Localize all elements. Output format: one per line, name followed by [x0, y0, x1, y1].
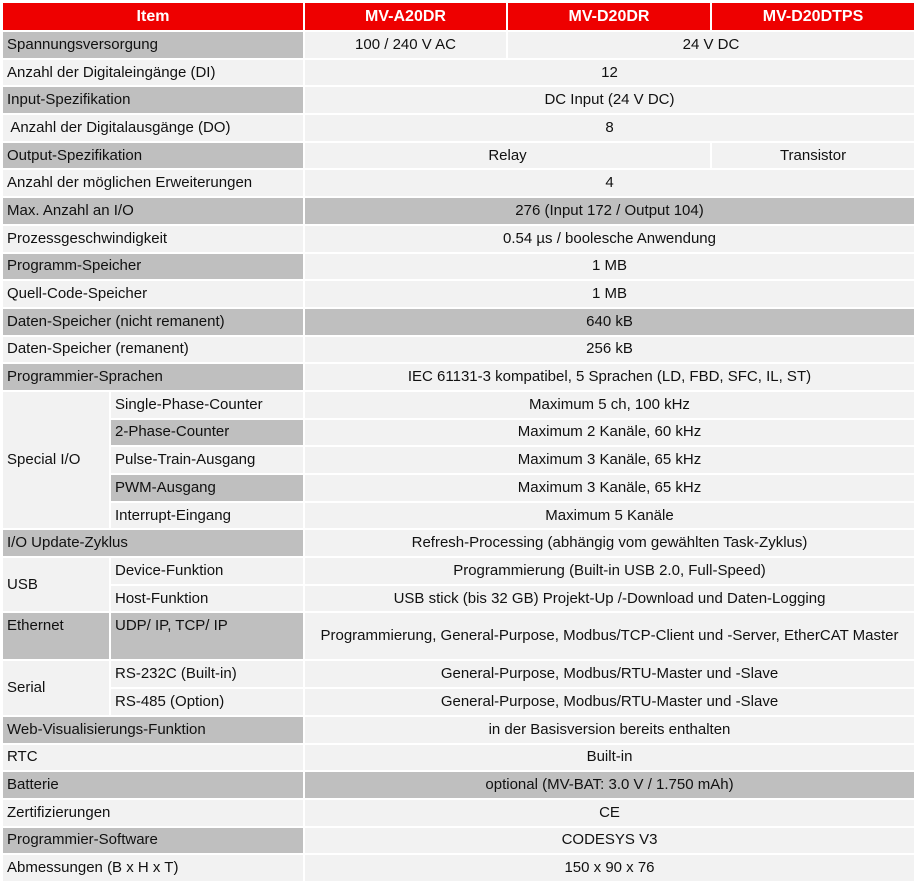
row-special-io-1 — [2, 391, 915, 419]
header-model-1: MV-A20DR — [304, 2, 507, 31]
row-output-spec — [2, 142, 915, 170]
row-label: Prozessgeschwindigkeit — [2, 225, 304, 253]
row-special-io-3 — [2, 446, 915, 474]
row-value: 150 x 90 x 76 — [304, 854, 915, 882]
row-value: 0.54 µs / boolesche Anwendung — [304, 225, 915, 253]
row-label: Output-Spezifikation — [2, 142, 304, 170]
row-program-memory — [2, 253, 915, 281]
row-languages — [2, 363, 915, 391]
row-sublabel: Device-Funktion — [110, 557, 304, 585]
row-sublabel: Interrupt-Eingang — [110, 502, 304, 530]
row-value: 1 MB — [304, 280, 915, 308]
header-model-3: MV-D20DTPS — [711, 2, 915, 31]
row-label: Anzahl der möglichen Erweiterungen — [2, 169, 304, 197]
row-value: Refresh-Processing (abhängig vom gewählten Task-Zyklus) — [304, 529, 915, 557]
spec-table — [1, 1, 915, 883]
row-sublabel: RS-232C (Built-in) — [110, 660, 304, 688]
row-label: Spannungsversorgung — [2, 31, 304, 59]
row-value: Programmierung, General-Purpose, Modbus/TCP-Client und -Server, EtherCAT Master — [304, 612, 915, 660]
row-value: USB stick (bis 32 GB) Projekt-Up /-Download und Daten-Logging — [304, 585, 915, 613]
row-data-nonretain — [2, 308, 915, 336]
row-label: Anzahl der Digitalausgänge (DO) — [2, 114, 304, 142]
row-value: Maximum 5 ch, 100 kHz — [304, 391, 915, 419]
row-value: 12 — [304, 59, 915, 87]
row-value: Transistor — [711, 142, 915, 170]
row-sublabel: PWM-Ausgang — [110, 474, 304, 502]
row-special-io-5 — [2, 502, 915, 530]
serial-label: Serial — [2, 660, 110, 715]
row-value: 1 MB — [304, 253, 915, 281]
row-value: in der Basisversion bereits enthalten — [304, 716, 915, 744]
row-label: Abmessungen (B x H x T) — [2, 854, 304, 882]
special-io-label: Special I/O — [2, 391, 110, 529]
row-max-io — [2, 197, 915, 225]
row-process-speed — [2, 225, 915, 253]
row-value: 8 — [304, 114, 915, 142]
row-value: Built-in — [304, 744, 915, 772]
row-do-count — [2, 114, 915, 142]
row-usb-2 — [2, 585, 915, 613]
row-value: 24 V DC — [507, 31, 915, 59]
row-source-memory — [2, 280, 915, 308]
row-usb-1 — [2, 557, 915, 585]
row-label: Programm-Speicher — [2, 253, 304, 281]
row-sublabel: Single-Phase-Counter — [110, 391, 304, 419]
row-value: 4 — [304, 169, 915, 197]
row-label: Daten-Speicher (nicht remanent) — [2, 308, 304, 336]
row-label: Max. Anzahl an I/O — [2, 197, 304, 225]
row-label: Web-Visualisierungs-Funktion — [2, 716, 304, 744]
row-value: Relay — [304, 142, 711, 170]
row-value: Maximum 5 Kanäle — [304, 502, 915, 530]
row-certs — [2, 799, 915, 827]
row-value: 276 (Input 172 / Output 104) — [304, 197, 915, 225]
row-label: Programmier-Software — [2, 827, 304, 855]
ethernet-label: Ethernet — [2, 612, 110, 660]
row-expansions — [2, 169, 915, 197]
row-label: RTC — [2, 744, 304, 772]
row-label: Quell-Code-Speicher — [2, 280, 304, 308]
row-sublabel: 2-Phase-Counter — [110, 419, 304, 447]
row-label: I/O Update-Zyklus — [2, 529, 304, 557]
row-value: General-Purpose, Modbus/RTU-Master und -Slave — [304, 660, 915, 688]
row-label: Zertifizierungen — [2, 799, 304, 827]
row-label: Programmier-Sprachen — [2, 363, 304, 391]
row-rtc — [2, 744, 915, 772]
row-dimensions — [2, 854, 915, 882]
row-data-retain — [2, 336, 915, 364]
row-di-count — [2, 59, 915, 87]
row-value: Maximum 3 Kanäle, 65 kHz — [304, 446, 915, 474]
row-sublabel: Pulse-Train-Ausgang — [110, 446, 304, 474]
row-label: Batterie — [2, 771, 304, 799]
row-special-io-2 — [2, 419, 915, 447]
row-value: CE — [304, 799, 915, 827]
row-value: 256 kB — [304, 336, 915, 364]
row-label: Anzahl der Digitaleingänge (DI) — [2, 59, 304, 87]
row-value: CODESYS V3 — [304, 827, 915, 855]
row-battery — [2, 771, 915, 799]
row-value: Maximum 2 Kanäle, 60 kHz — [304, 419, 915, 447]
row-io-update — [2, 529, 915, 557]
row-value: IEC 61131-3 kompatibel, 5 Sprachen (LD, FBD, SFC, IL, ST) — [304, 363, 915, 391]
header-row — [2, 2, 915, 31]
row-sublabel: RS-485 (Option) — [110, 688, 304, 716]
row-value: optional (MV-BAT: 3.0 V / 1.750 mAh) — [304, 771, 915, 799]
row-value: 640 kB — [304, 308, 915, 336]
row-value: 100 / 240 V AC — [304, 31, 507, 59]
header-model-2: MV-D20DR — [507, 2, 711, 31]
row-value: General-Purpose, Modbus/RTU-Master und -Slave — [304, 688, 915, 716]
usb-label: USB — [2, 557, 110, 612]
row-value: DC Input (24 V DC) — [304, 86, 915, 114]
row-input-spec — [2, 86, 915, 114]
header-item: Item — [2, 2, 304, 31]
row-sublabel: UDP/ IP, TCP/ IP — [110, 612, 304, 660]
row-special-io-4 — [2, 474, 915, 502]
row-web-visu — [2, 716, 915, 744]
row-sublabel: Host-Funktion — [110, 585, 304, 613]
row-label: Input-Spezifikation — [2, 86, 304, 114]
row-software — [2, 827, 915, 855]
row-serial-1 — [2, 660, 915, 688]
row-value: Programmierung (Built-in USB 2.0, Full-Speed) — [304, 557, 915, 585]
row-power — [2, 31, 915, 59]
row-label: Daten-Speicher (remanent) — [2, 336, 304, 364]
row-serial-2 — [2, 688, 915, 716]
row-value: Maximum 3 Kanäle, 65 kHz — [304, 474, 915, 502]
row-ethernet — [2, 612, 915, 660]
